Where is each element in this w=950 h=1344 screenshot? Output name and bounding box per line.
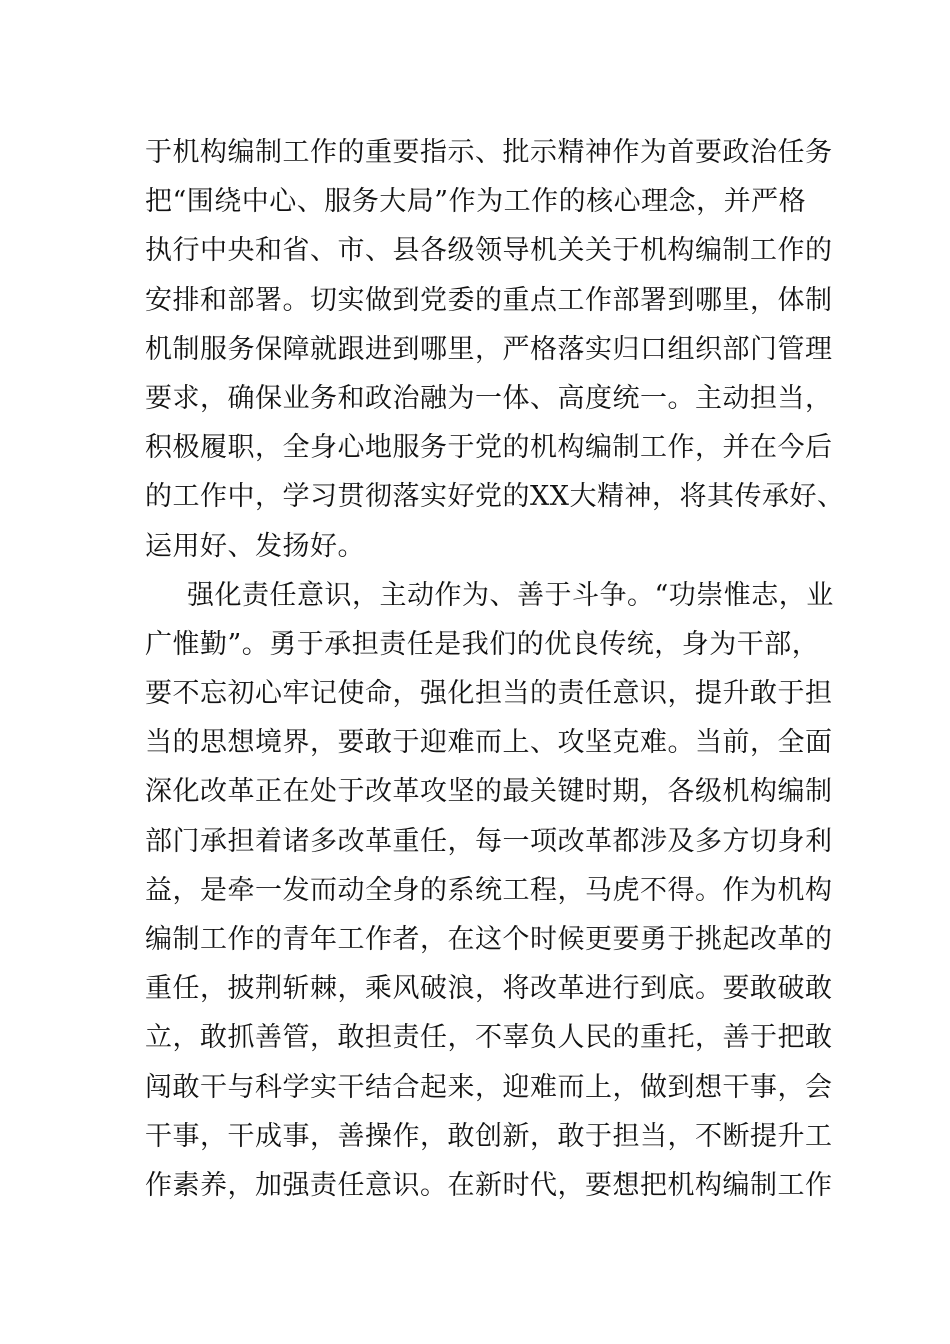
text-line: 把“围绕中心、服务大局”作为工作的核心理念，并严格 [145,186,807,218]
text-line: 于机构编制工作的重要指示、批示精神作为首要政治任务 [145,137,833,168]
text-line: 益，是牵一发而动全身的系统工程，马虎不得。作为机构 [145,874,833,906]
text-line: 运用好、发扬好。 [145,530,365,562]
text-line: 要求，确保业务和政治融为一体、高度统一。主动担当， [145,382,833,414]
text-line: 作素养，加强责任意识。在新时代，要想把机构编制工作 [145,1169,833,1201]
text-line: 干事，干成事，善操作，敢创新，敢于担当，不断提升工 [145,1120,833,1152]
text-line: 重任，披荆斩棘，乘风破浪，将改革进行到底。要敢破敢 [145,973,833,1005]
text-line: 深化改革正在处于改革攻坚的最关键时期，各级机构编制 [145,776,833,808]
text-line: 部门承担着诸多改革重任，每一项改革都涉及多方切身利 [145,825,833,857]
text-line: 闯敢干与科学实干结合起来，迎难而上，做到想干事，会 [145,1071,833,1103]
text-line: 积极履职，全身心地服务于党的机构编制工作，并在今后 [145,432,833,464]
text-line: 要不忘初心牢记使命，强化担当的责任意识，提升敢于担 [145,678,833,710]
paragraph-start-line: 强化责任意识，主动作为、善于斗争。“功崇惟志，业 [187,579,834,611]
text-line: 的工作中，学习贯彻落实好党的XX大精神，将其传承好、 [145,481,845,513]
text-line: 安排和部署。切实做到党委的重点工作部署到哪里，体制 [145,284,833,316]
body-text [145,128,845,1210]
text-line: 执行中央和省、市、县各级领导机关关于机构编制工作的 [145,235,833,267]
text-line: 编制工作的青年工作者，在这个时候更要勇于挑起改革的 [145,924,833,955]
text-line: 立，敢抓善管，敢担责任，不辜负人民的重托，善于把敢 [145,1022,833,1054]
text-line: 当的思想境界，要敢于迎难而上、攻坚克难。当前，全面 [145,727,833,759]
text-line: 广惟勤”。勇于承担责任是我们的优良传统，身为干部， [145,628,820,660]
text-line: 机制服务保障就跟进到哪里，严格落实归口组织部门管理 [145,333,833,365]
